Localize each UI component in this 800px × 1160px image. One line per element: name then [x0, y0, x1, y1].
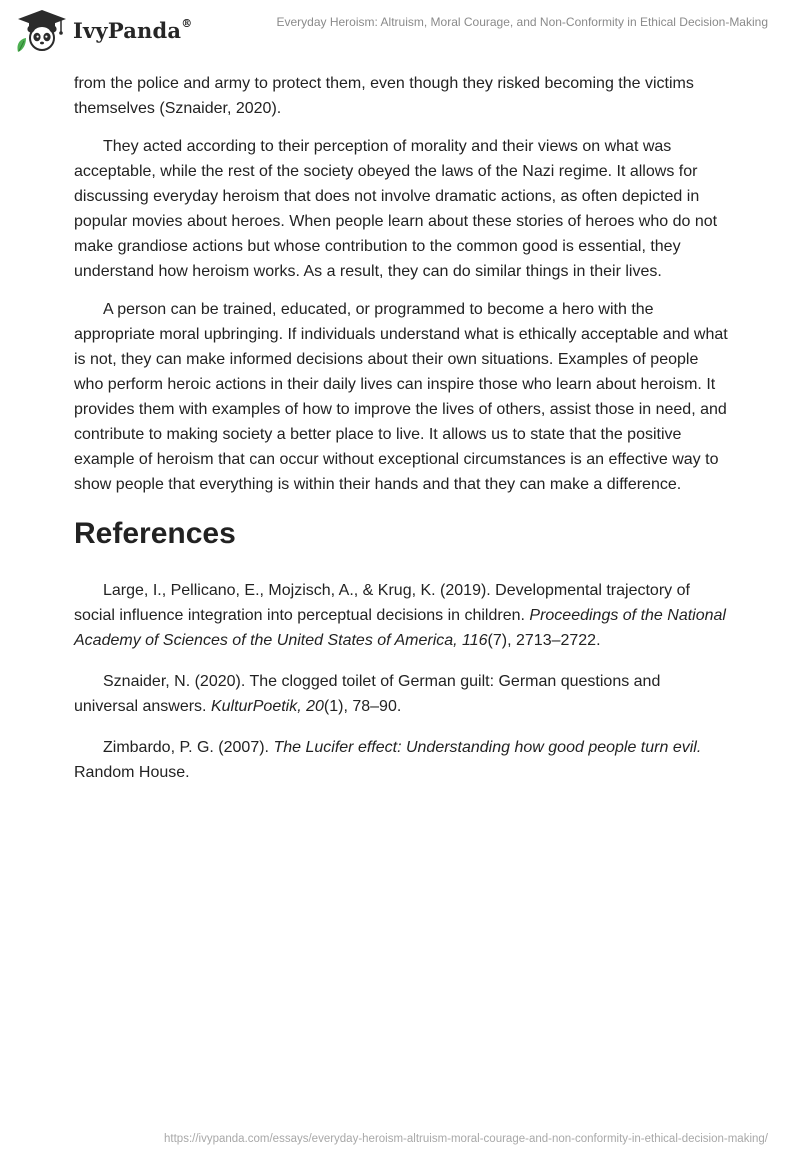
paragraph: They acted according to their perception of morality and their views on what was acceptable, while the rest of the society obeyed the laws of the Nazi regime. It allows for discussing everyday heroism that does not involve dramatic actions, as often depicted in popular movies about heroes. When people learn about these stories of heroes who do not make grandiose actions but whose contribution to the common good is essential, they understand how heroism works. As a result, they can do similar things in their lives.: [74, 138, 718, 280]
reference-item: [74, 578, 728, 653]
essay-content: [74, 71, 728, 801]
reference-details: (1), 78–90.: [323, 698, 402, 715]
reference-source: KulturPoetik, 20: [210, 698, 324, 715]
reference-item: [74, 669, 728, 719]
running-title: Everyday Heroism: Altruism, Moral Courage, and Non-Conformity in Ethical Decision-Making: [276, 15, 768, 29]
paragraph-continued: from the police and army to protect them, even though they risked becoming the victims themselves (Sznaider, 2020).: [74, 75, 694, 117]
brand-name: IvyPanda®: [73, 16, 193, 43]
reference-text: Sznaider, N. (2020). The clogged toilet of German guilt: German questions and universal answers.: [74, 673, 661, 715]
brand-logo[interactable]: [14, 8, 192, 52]
paragraph: A person can be trained, educated, or programmed to become a hero with the appropriate moral upbringing. If individuals understand what is ethically acceptable and what is not, they can make informed decisions about their own situations. Examples of people who perform heroic actions in their daily lives can inspire those who learn about heroism. It provides them with examples of how to improve the lives of others, assist those in need, and contribute to making society a better place to live. It allows us to state that the positive example of heroism that can occur without exceptional circumstances is an effective way to show people that everything is within their hands and that they can make a difference.: [74, 301, 728, 493]
reference-details: Random House.: [74, 764, 190, 781]
reference-source: Proceedings of the National Academy of Sciences of the United States of America, 116: [74, 607, 726, 649]
reference-details: (7), 2713–2722.: [487, 632, 601, 649]
references-heading: References: [74, 517, 236, 550]
reference-text: Large, I., Pellicano, E., Mojzisch, A., & Krug, K. (2019). Developmental trajectory of social influence integration into perceptual decisions in children.: [74, 582, 690, 624]
reference-text: Zimbardo, P. G. (2007).: [103, 739, 274, 756]
source-url-link[interactable]: https://ivypanda.com/essays/everyday-heroism-altruism-moral-courage-and-non-conformity-in-ethical-decision-making/: [164, 1133, 768, 1145]
registered-mark: ®: [181, 16, 193, 30]
panda-graduation-cap-icon: [14, 8, 70, 52]
reference-item: [74, 735, 728, 785]
reference-source: The Lucifer effect: Understanding how good people turn evil.: [273, 739, 702, 756]
